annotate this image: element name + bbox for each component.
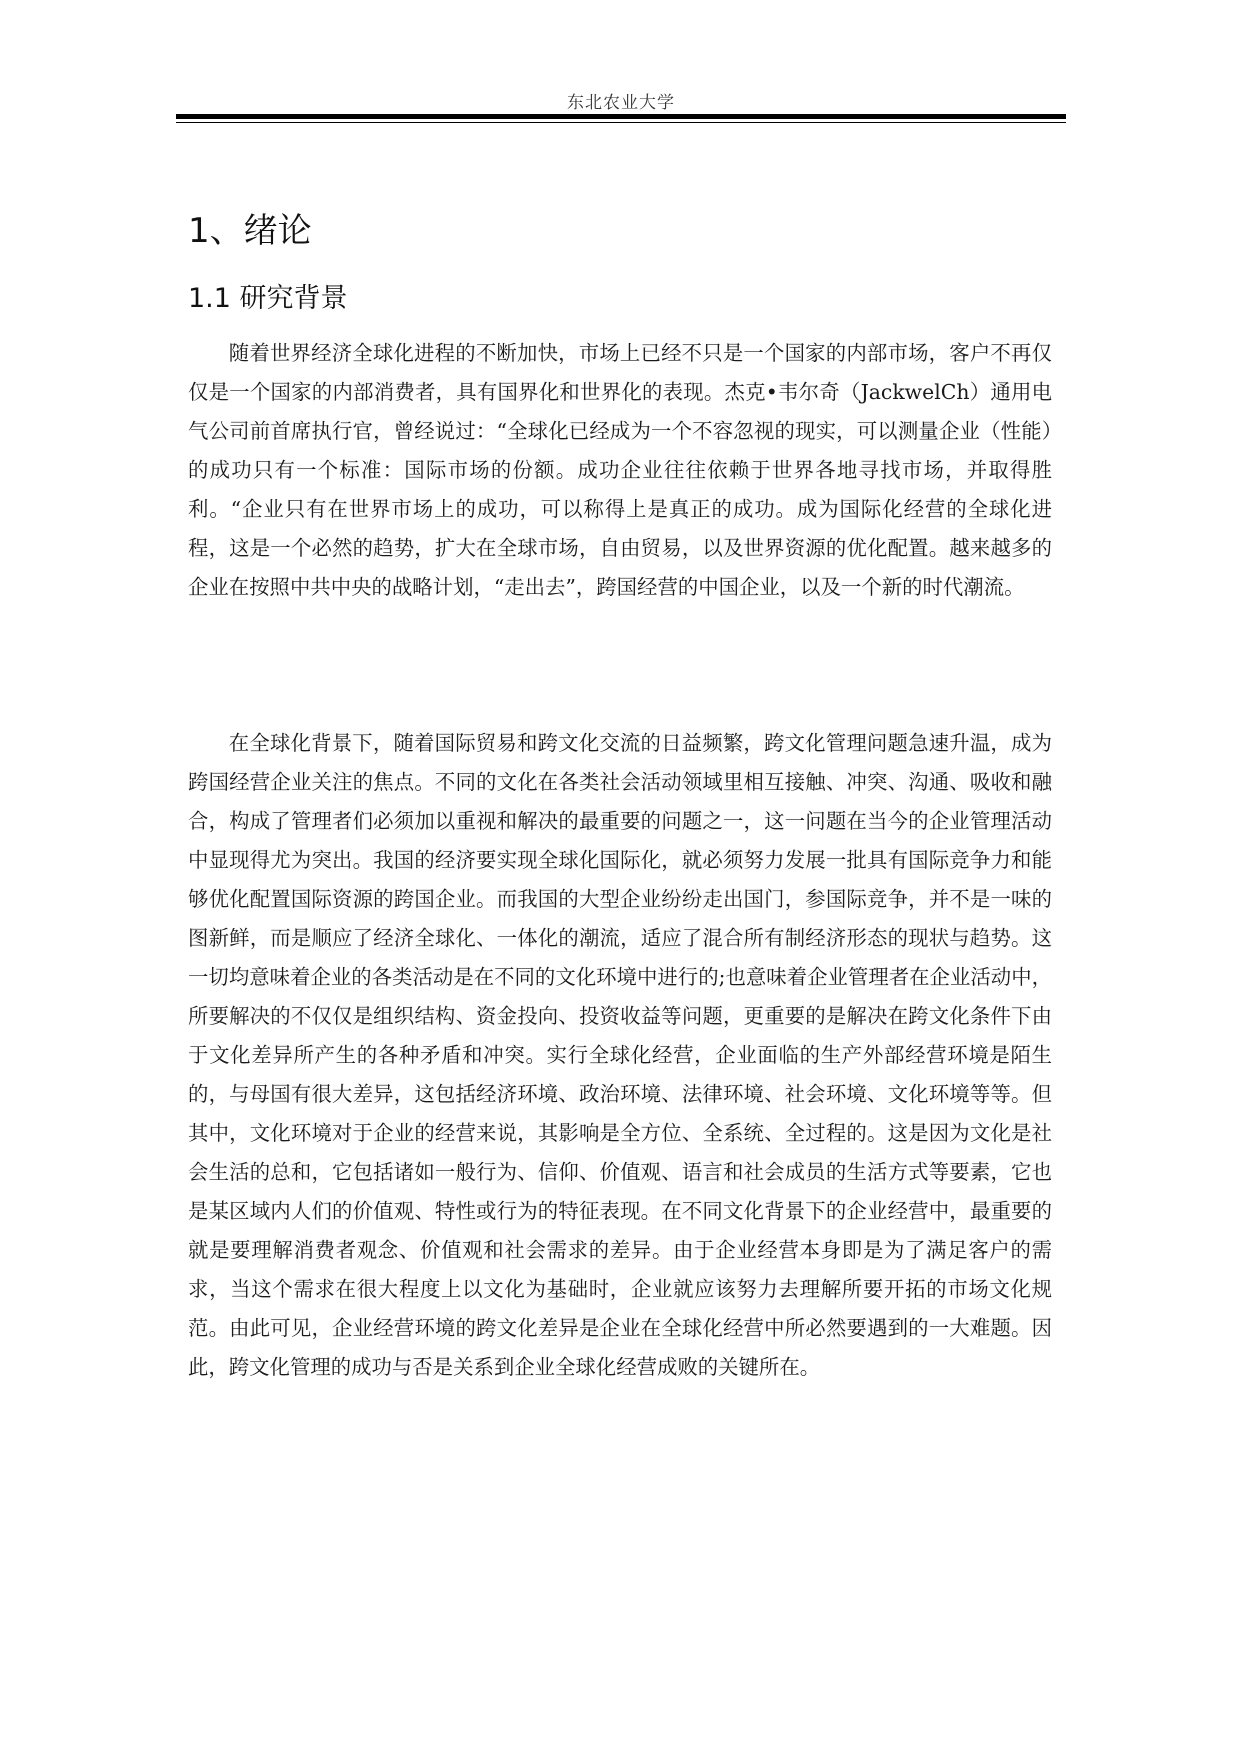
- header-rule-thick: [176, 114, 1066, 119]
- body-paragraph-1: 随着世界经济全球化进程的不断加快，市场上已经不只是一个国家的内部市场，客户不再仅仅是一个国家的内部消费者，具有国界化和世界化的表现。杰克•韦尔奇（JackwelCh）通用电气公司前首席执行官，曾经说过：“全球化已经成为一个不容忽视的现实，可以测量企业（性能）的成功只有一个标准：国际市场的份额。成功企业往往依赖于世界各地寻找市场，并取得胜利。“企业只有在世界市场上的成功，可以称得上是真正的成功。成为国际化经营的全球化进程，这是一个必然的趋势，扩大在全球市场，自由贸易，以及世界资源的优化配置。越来越多的企业在按照中共中央的战略计划，“走出去”，跨国经营的中国企业，以及一个新的时代潮流。: [188, 341, 1052, 599]
- running-header: 东北农业大学: [567, 93, 675, 113]
- header-rule-thin: [176, 122, 1066, 123]
- section-title: 1.1 研究背景: [188, 283, 348, 314]
- body-paragraph-2: 在全球化背景下，随着国际贸易和跨文化交流的日益频繁，跨文化管理问题急速升温，成为跨国经营企业关注的焦点。不同的文化在各类社会活动领域里相互接触、冲突、沟通、吸收和融合，构成了管理者们必须加以重视和解决的最重要的问题之一，这一问题在当今的企业管理活动中显现得尤为突出。我国的经济要实现全球化国际化，就必须努力发展一批具有国际竞争力和能够优化配置国际资源的跨国企业。而我国的大型企业纷纷走出国门，参国际竞争，并不是一味的图新鲜，而是顺应了经济全球化、一体化的潮流，适应了混合所有制经济形态的现状与趋势。这一切均意味着企业的各类活动是在不同的文化环境中进行的;也意味着企业管理者在企业活动中，所要解决的不仅仅是组织结构、资金投向、投资收益等问题，更重要的是解决在跨文化条件下由于文化差异所产生的各种矛盾和冲突。实行全球化经营，企业面临的生产外部经营环境是陌生的，与母国有很大差异，这包括经济环境、政治环境、法律环境、社会环境、文化环境等等。但其中，文化环境对于企业的经营来说，其影响是全方位、全系统、全过程的。这是因为文化是社会生活的总和，它包括诸如一般行为、信仰、价值观、语言和社会成员的生活方式等要素，它也是某区域内人们的价值观、特性或行为的特征表现。在不同文化背景下的企业经营中，最重要的就是要理解消费者观念、价值观和社会需求的差异。由于企业经营本身即是为了满足客户的需求，当这个需求在很大程度上以文化为基础时，企业就应该努力去理解所要开拓的市场文化规范。由此可见，企业经营环境的跨文化差异是企业在全球化经营中所必然要遇到的一大难题。因此，跨文化管理的成功与否是关系到企业全球化经营成败的关键所在。: [188, 731, 1052, 1379]
- chapter-title: 1、绪论: [188, 211, 312, 251]
